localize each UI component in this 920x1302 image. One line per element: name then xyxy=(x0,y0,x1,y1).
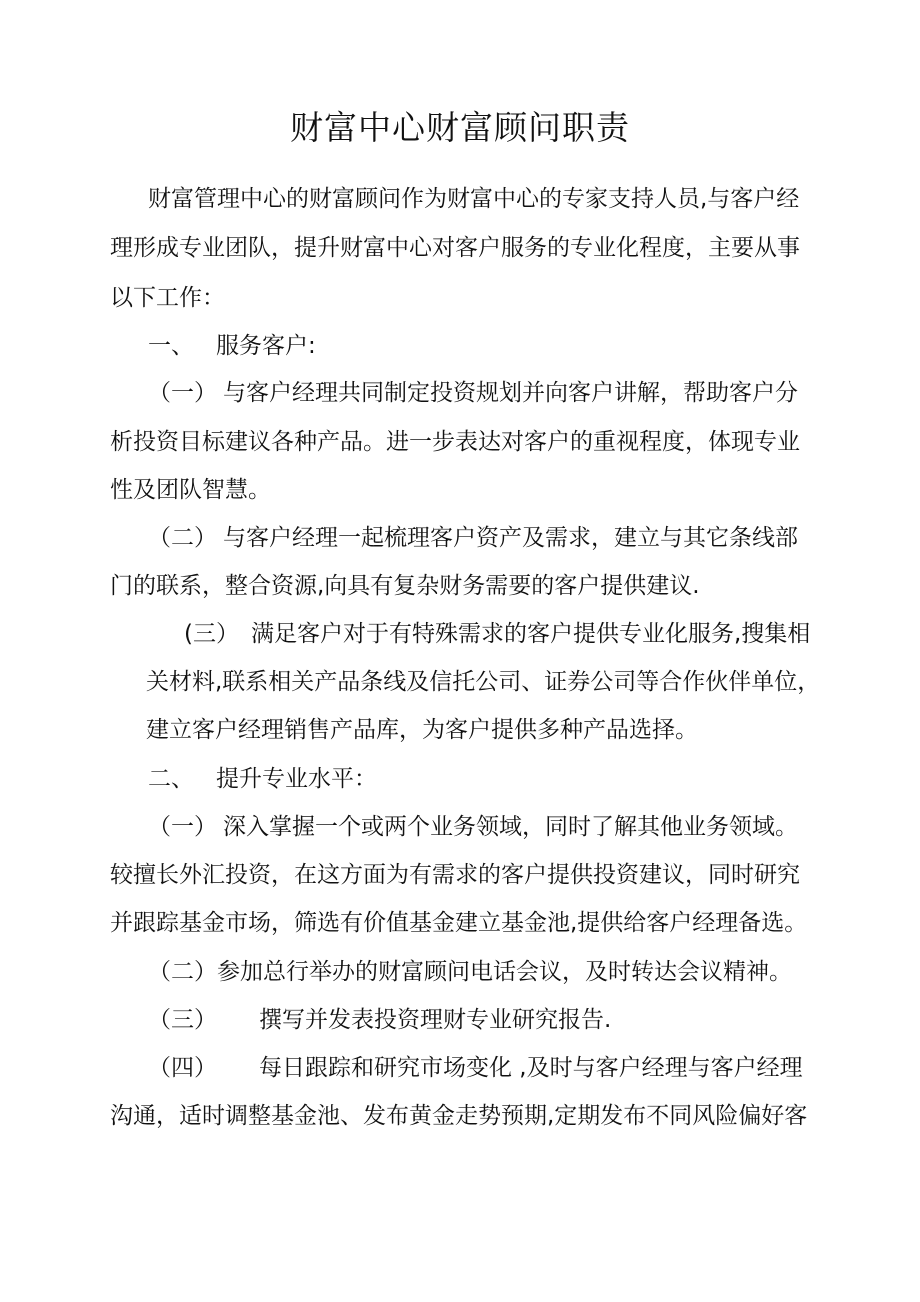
section-2-item-3-marker: （三） xyxy=(148,1007,217,1033)
section-2-item-1-text-3: 并跟踪基金市场，筛选有价值基金建立基金池,提供给客户经理备选。 xyxy=(110,910,808,936)
section-2-heading-row xyxy=(148,762,377,796)
section-1-item-3-text-1: 满足客户对于有特殊需求的客户提供专业化服务,搜集相 xyxy=(250,621,811,647)
section-2-heading: 提升专业水平： xyxy=(216,766,377,792)
section-1-item-2-text-1: 与客户经理一起梳理客户资产及需求，建立与其它条线部 xyxy=(223,525,798,551)
section-1-heading: 服务客户: xyxy=(216,333,316,359)
document-title: 财富中心财富顾问职责 xyxy=(290,108,630,147)
intro-line-2: 理形成专业团队，提升财富中心对客户服务的专业化程度，主要从事 xyxy=(110,235,800,261)
section-1-heading-row xyxy=(148,329,316,363)
section-2-item-1-marker: （一） xyxy=(148,814,217,840)
section-1-item-1-text-1: 与客户经理共同制定投资规划并向客户讲解，帮助客户分 xyxy=(223,380,798,406)
section-2-item-3-first-line xyxy=(148,1003,611,1037)
intro-line-1: 财富管理中心的财富顾问作为财富中心的专家支持人员,与客户经 xyxy=(148,186,800,212)
section-1-item-3-text-3: 建立客户经理销售产品库，为客户提供多种产品选择。 xyxy=(146,717,698,743)
section-2-item-2-marker: （二） xyxy=(148,959,217,985)
section-1-item-3-marker: (三） xyxy=(184,621,239,647)
section-1-item-3-first-line xyxy=(184,617,810,651)
section-2-item-4-marker: （四） xyxy=(148,1055,217,1081)
section-1-item-2-marker: （二） xyxy=(148,525,217,551)
section-2-item-1-text-2: 较擅长外汇投资，在这方面为有需求的客户提供投资建议，同时研究 xyxy=(110,862,800,888)
section-2-item-4-first-line xyxy=(148,1051,803,1085)
section-1-item-2-first-line xyxy=(148,521,798,555)
section-2-marker: 二、 xyxy=(148,766,194,792)
section-1-item-1-text-2: 析投资目标建议各种产品。进一步表达对客户的重视程度，体现专业 xyxy=(110,429,800,455)
section-1-item-1-first-line xyxy=(148,376,798,410)
section-1-item-1-marker: （一） xyxy=(148,380,217,406)
section-2-item-4-text-1: 每日跟踪和研究市场变化 ,及时与客户经理与客户经理 xyxy=(259,1055,803,1081)
section-1-item-3-text-2: 关材料,联系相关产品条线及信托公司、证券公司等合作伙伴单位， xyxy=(146,669,821,695)
section-2-item-1-text-1: 深入掌握一个或两个业务领域，同时了解其他业务领域。 xyxy=(223,814,798,840)
section-2-item-2-first-line xyxy=(148,955,792,989)
section-2-item-3-text-1: 撰写并发表投资理财专业研究报告. xyxy=(259,1007,612,1033)
section-1-item-1-text-3: 性及团队智慧。 xyxy=(110,477,271,503)
section-2-item-2-text-1: 参加总行举办的财富顾问电话会议，及时转达会议精神。 xyxy=(217,959,792,985)
section-1-item-2-text-2: 门的联系，整合资源,向具有复杂财务需要的客户提供建议. xyxy=(110,573,700,599)
intro-line-3: 以下工作： xyxy=(110,285,225,311)
section-1-marker: 一、 xyxy=(148,333,194,359)
section-2-item-4-text-2: 沟通，适时调整基金池、发布黄金走势预期,定期发布不同风险偏好客 xyxy=(110,1103,808,1129)
section-2-item-1-first-line xyxy=(148,810,798,844)
